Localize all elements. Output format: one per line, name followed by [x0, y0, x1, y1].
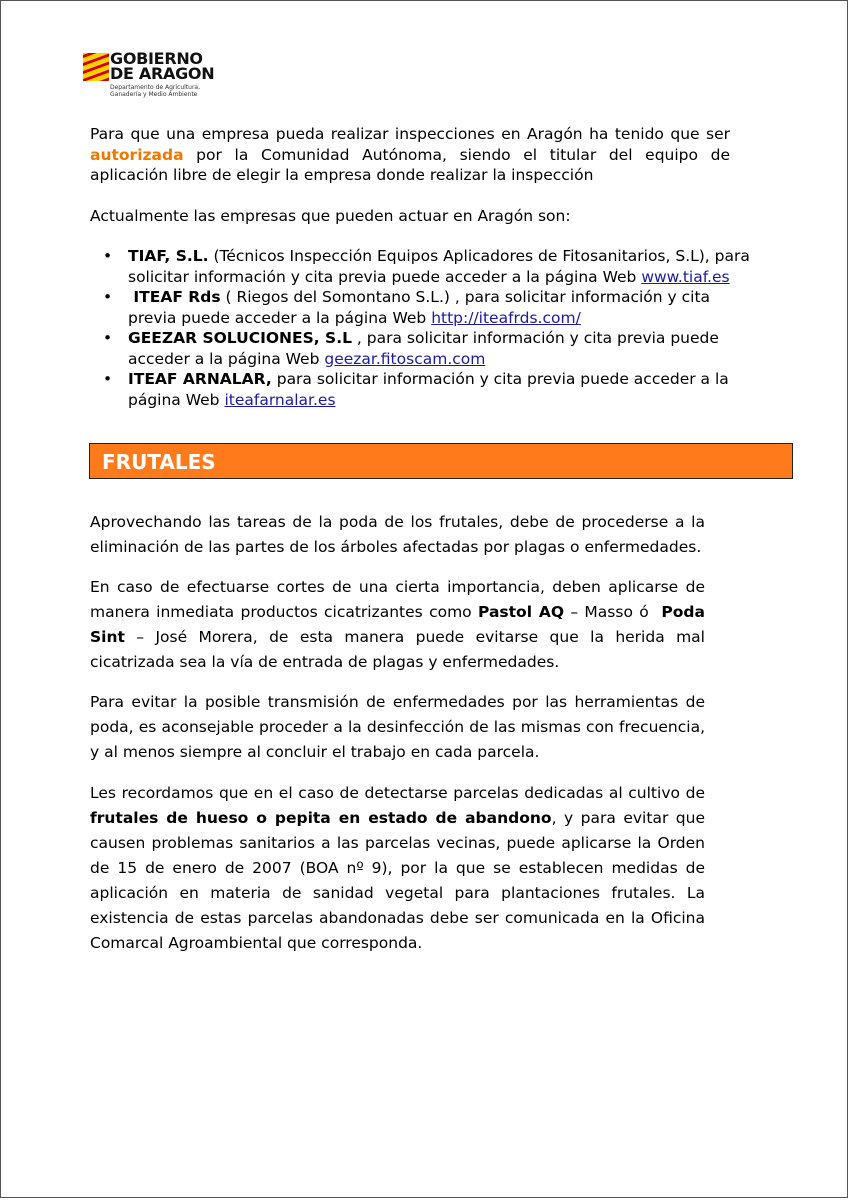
- company-link[interactable]: iteafarnalar.es: [224, 390, 336, 409]
- p4-part-a: Les recordamos que en el caso de detectarse parcelas dedicadas al cultivo de: [90, 784, 705, 802]
- logo-subtitle: [110, 84, 200, 98]
- logo-sub-2: Ganadería y Medio Ambiente: [110, 91, 198, 98]
- company-link[interactable]: http://iteafrds.com/: [431, 308, 581, 327]
- bullet-icon: •: [103, 247, 113, 265]
- logo-sub-1: Departamento de Agricultura,: [110, 84, 200, 91]
- aragon-flag-icon: [83, 53, 109, 81]
- company-link[interactable]: www.tiaf.es: [641, 267, 730, 286]
- bullet-icon: •: [103, 288, 113, 306]
- intro-part-1: Para que una empresa pueda realizar inspecciones en Aragón ha tenido que ser: [90, 125, 730, 143]
- section-banner: [89, 443, 793, 479]
- company-text: (Técnicos Inspección Equipos Aplicadores de Fitosanitarios, S.L), para solicitar información y cita previa puede acceder a la página Web: [128, 247, 750, 286]
- list-item: [103, 246, 758, 287]
- bullet-icon: •: [103, 329, 113, 347]
- company-text: para solicitar información y cita previa puede acceder a la página Web: [128, 370, 729, 409]
- paragraph-abandoned: [90, 781, 705, 956]
- product-pastol: Pastol AQ: [478, 603, 564, 621]
- logo-line-2: DE ARAGON: [110, 64, 215, 83]
- list-item: [103, 369, 758, 410]
- companies-list: [103, 246, 758, 410]
- paragraph-pruning: Aprovechando las tareas de la poda de los frutales, debe de procederse a la eliminación de las partes de los árboles afectadas por plagas o enfermedades.: [90, 513, 705, 556]
- paragraph-cuts: [90, 575, 705, 675]
- p2-part-c: – Masso ó: [564, 603, 662, 621]
- logo-line-1: GOBIERNO: [110, 49, 203, 68]
- gobierno-aragon-logo: [80, 48, 218, 104]
- section-title: FRUTALES: [102, 450, 216, 474]
- company-name: ITEAF ARNALAR,: [128, 370, 272, 388]
- intro-part-2: por la Comunidad Autónoma, siendo el titular del equipo de aplicación libre de elegir la empresa donde realizar la inspección: [90, 145, 730, 184]
- company-text: , para solicitar información y cita previa puede acceder a la página Web: [128, 329, 719, 368]
- company-text: ( Riegos del Somontano S.L.) , para solicitar información y cita previa puede acceder a la página Web: [128, 288, 711, 327]
- intro-paragraph: [90, 124, 730, 186]
- p4-bold: frutales de hueso o pepita en estado de abandono: [90, 809, 552, 827]
- company-link[interactable]: geezar.fitoscam.com: [324, 349, 486, 368]
- companies-intro: Actualmente las empresas que pueden actuar en Aragón son:: [90, 207, 571, 225]
- paragraph-disinfection: Para evitar la posible transmisión de enfermedades por las herramientas de poda, es aconsejable proceder a la desinfección de las mismas con frecuencia, y al menos siempre al concluir el trabajo en cada parcela.: [90, 693, 705, 761]
- p4-part-c: , y para evitar que causen problemas sanitarios a las parcelas vecinas, puede aplicarse la Orden de 15 de enero de 2007 (BOA nº 9), por la que se establecen medidas de aplicación en materia de sanidad vegetal para plantaciones frutales. La existencia de estas parcelas abandonadas debe ser comunicada en la Oficina Comarcal Agroambiental que corresponda.: [90, 809, 705, 952]
- product-poda-sint: Poda Sint: [90, 603, 705, 646]
- intro-highlight: autorizada: [90, 145, 184, 164]
- list-item: [103, 328, 758, 369]
- list-item: [103, 287, 758, 328]
- company-name: GEEZAR SOLUCIONES, S.L: [128, 329, 352, 347]
- company-name: TIAF, S.L.: [128, 247, 209, 265]
- bullet-icon: •: [103, 370, 113, 388]
- p2-part-d: – José Morera, de esta manera puede evitarse que la herida mal cicatrizada sea la vía de entrada de plagas y enfermedades.: [90, 628, 705, 671]
- p2-part-a: En caso de efectuarse cortes de una cierta importancia, deben aplicarse de manera inmediata productos cicatrizantes como: [90, 578, 705, 621]
- logo-title: [110, 51, 214, 81]
- company-name: ITEAF Rds: [128, 288, 221, 306]
